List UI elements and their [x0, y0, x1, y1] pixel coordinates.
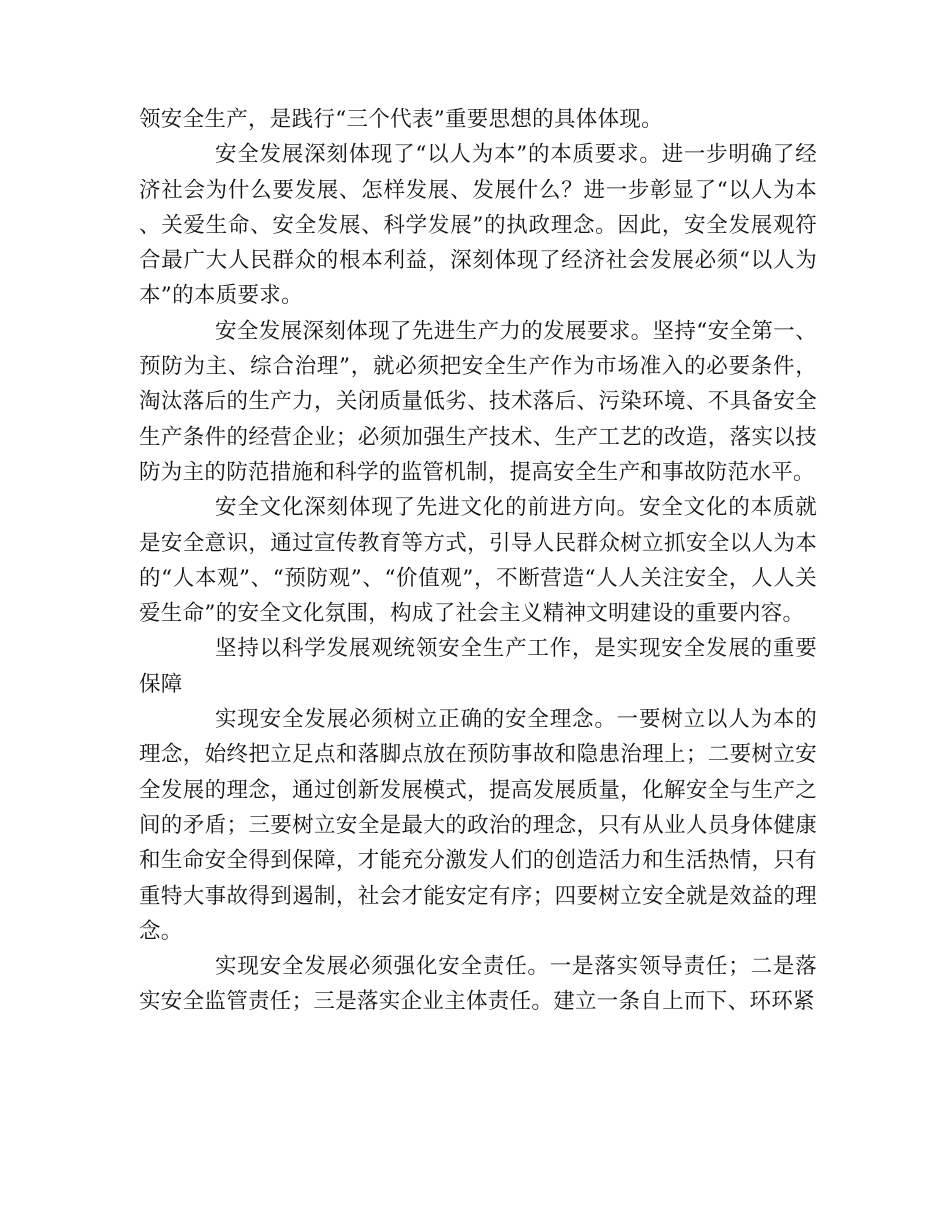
document-page [139, 102, 817, 1020]
paragraph-5-heading: 坚持以科学发展观统领安全生产工作，是实现安全发展的重要保障 [139, 636, 817, 697]
paragraph-7: 实现安全发展必须强化安全责任。一是落实领导责任；二是落实安全监管责任；三是落实企业主体责任。建立一条自上而下、环环紧 [139, 954, 817, 1015]
paragraph-6: 实现安全发展必须树立正确的安全理念。一要树立以人为本的理念，始终把立足点和落脚点放在预防事故和隐患治理上；二要树立安全发展的理念，通过创新发展模式，提高发展质量，化解安全与生产之间的矛盾；三要树立安全是最大的政治的理念，只有从业人员身体健康和生命安全得到保障，才能充分激发人们的创造活力和生活热情，只有重特大事故得到遏制，社会才能安定有序；四要树立安全就是效益的理念。 [139, 707, 817, 944]
paragraph-3: 安全发展深刻体现了先进生产力的发展要求。坚持“安全第一、预防为主、综合治理”，就必须把安全生产作为市场准入的必要条件，淘汰落后的生产力，关闭质量低劣、技术落后、污染环境、不具备安全生产条件的经营企业；必须加强生产技术、生产工艺的改造，落实以技防为主的防范措施和科学的监管机制，提高安全生产和事故防范水平。 [139, 318, 817, 485]
paragraph-1: 领安全生产，是践行“三个代表”重要思想的具体体现。 [139, 107, 663, 132]
paragraph-2: 安全发展深刻体现了“以人为本”的本质要求。进一步明确了经济社会为什么要发展、怎样发展、发展什么？进一步彰显了“以人为本、关爱生命、安全发展、科学发展”的执政理念。因此，安全发展观符合最广大人民群众的根本利益，深刻体现了经济社会发展必须“以人为本”的本质要求。 [139, 142, 817, 309]
paragraph-4: 安全文化深刻体现了先进文化的前进方向。安全文化的本质就是安全意识，通过宣传教育等方式，引导人民群众树立抓安全以人为本的“人本观”、“预防观”、“价值观”，不断营造“人人关注安全，人人关爱生命”的安全文化氛围，构成了社会主义精神文明建设的重要内容。 [139, 495, 817, 627]
